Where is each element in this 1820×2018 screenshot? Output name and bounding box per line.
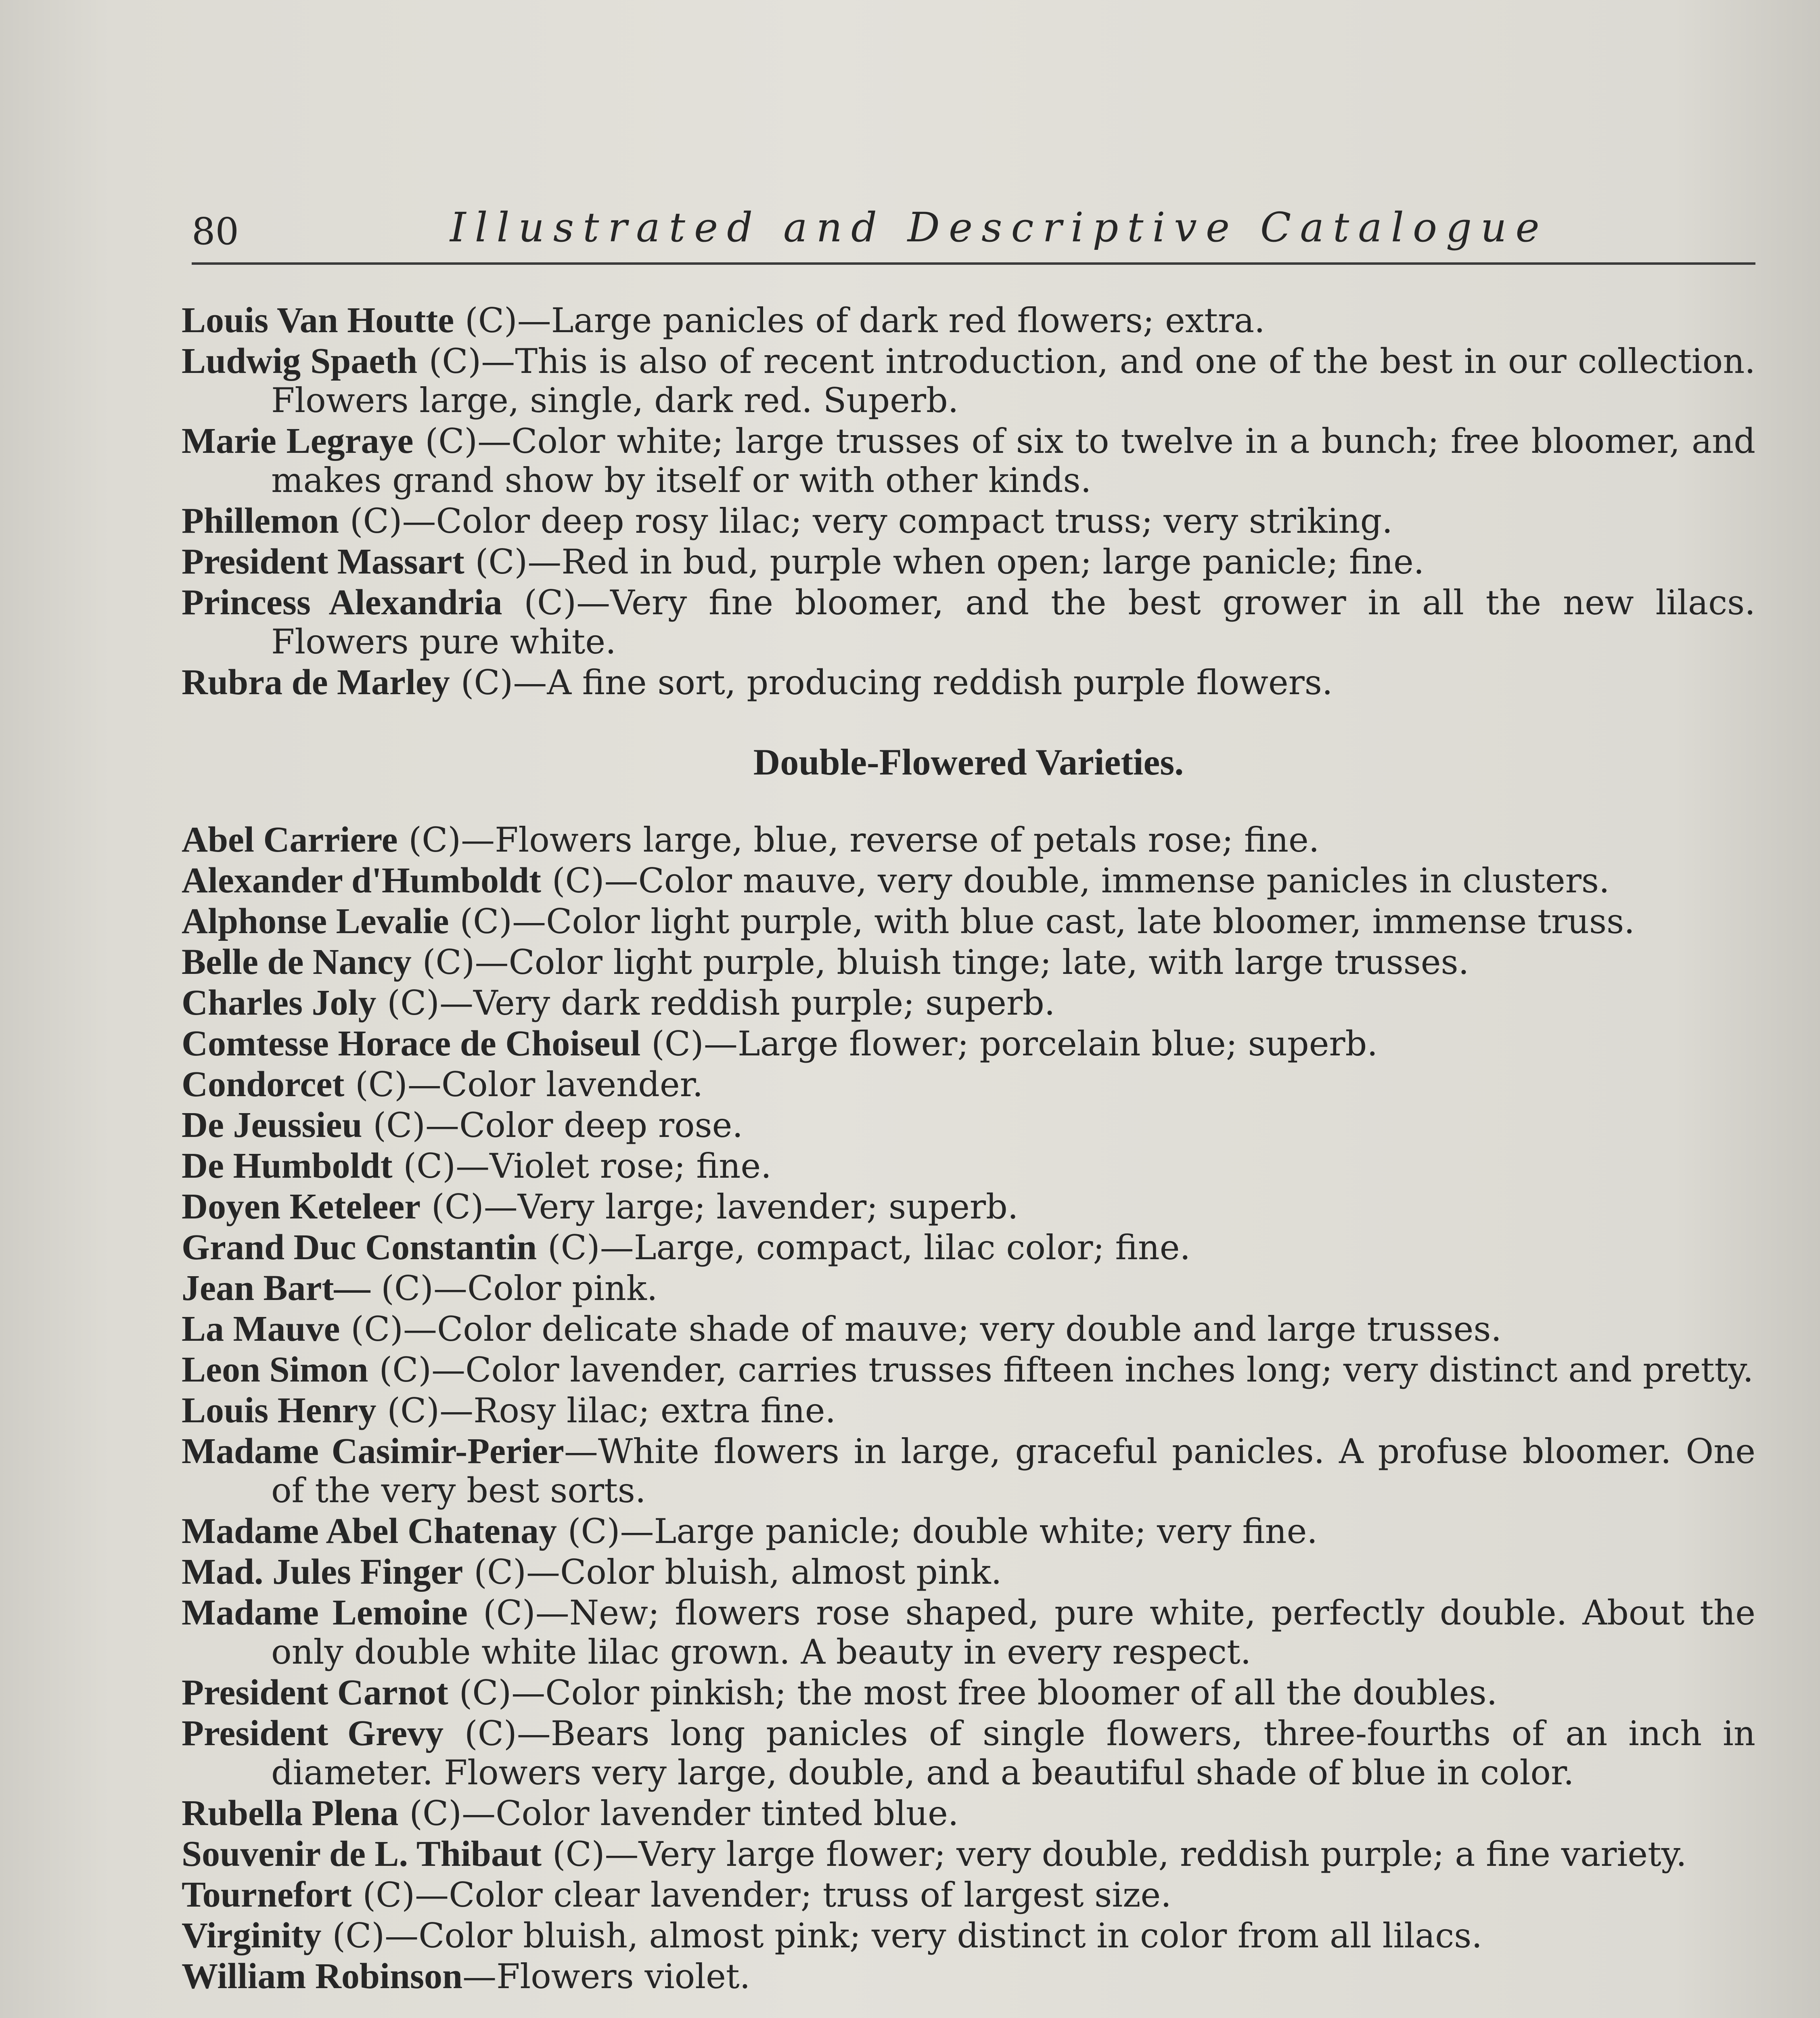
variety-entry <box>182 341 1755 420</box>
variety-description: (C)—Color lavender tinted blue. <box>398 1794 959 1833</box>
variety-description: (C)—Very large; lavender; superb. <box>420 1187 1019 1227</box>
variety-name: Jean Bart— <box>182 1268 370 1308</box>
variety-entry <box>182 1714 1755 1792</box>
variety-description: (C)—A fine sort, producing reddish purple flowers. <box>450 663 1333 702</box>
variety-description: (C)—Very dark reddish purple; superb. <box>376 983 1055 1023</box>
variety-name: Madame Abel Chatenay <box>182 1511 557 1551</box>
variety-entry <box>182 1105 1755 1145</box>
variety-name: Alphonse Levalie <box>182 901 449 941</box>
variety-name: Doyen Keteleer <box>182 1187 421 1227</box>
variety-name: President Massart <box>182 542 464 582</box>
variety-name: President Grevy <box>182 1713 444 1753</box>
variety-description: (C)—Flowers large, blue, reverse of petals rose; fine. <box>397 820 1320 860</box>
variety-entry <box>182 663 1755 702</box>
variety-description: —White flowers in large, graceful panicles. A profuse bloomer. One of the very best sorts. <box>271 1432 1755 1510</box>
variety-name: Rubella Plena <box>182 1793 399 1833</box>
variety-name: De Humboldt <box>182 1146 393 1186</box>
variety-entry <box>182 1269 1755 1308</box>
variety-entry <box>182 1794 1755 1833</box>
variety-entry <box>182 1065 1755 1104</box>
variety-name: Madame Lemoine <box>182 1593 468 1633</box>
variety-entry <box>182 983 1755 1023</box>
variety-name: Alexander d'Humboldt <box>182 860 541 900</box>
variety-description: (C)—Large panicle; double white; very fine. <box>556 1511 1318 1551</box>
variety-description: (C)—Very fine bloomer, and the best grower in all the new lilacs. Flowers pure white. <box>271 583 1755 662</box>
variety-description: (C)—Very large flower; very double, reddish purple; a fine variety. <box>542 1834 1687 1874</box>
variety-description: (C)—Large panicles of dark red flowers; extra. <box>454 301 1265 340</box>
variety-entry <box>182 301 1755 340</box>
variety-name: Leon Simon <box>182 1350 368 1390</box>
double-flowered-heading: Double-Flowered Varieties. <box>753 741 1184 783</box>
variety-entry <box>182 1187 1755 1227</box>
variety-entry <box>182 1350 1755 1390</box>
variety-entry <box>182 1309 1755 1349</box>
variety-entry <box>182 1391 1755 1430</box>
variety-name: La Mauve <box>182 1309 340 1349</box>
variety-description: (C)—Color deep rosy lilac; very compact truss; very striking. <box>339 501 1393 541</box>
variety-description: (C)—Color white; large trusses of six to twelve in a bunch; free bloomer, and makes grand show by itself or with other kinds. <box>271 421 1755 500</box>
variety-entry <box>182 1432 1755 1510</box>
variety-entry <box>182 1875 1755 1915</box>
variety-name: Abel Carriere <box>182 820 398 860</box>
variety-name: Phillemon <box>182 501 339 541</box>
variety-description: (C)—Color deep rose. <box>362 1105 743 1145</box>
variety-name: Belle de Nancy <box>182 942 412 982</box>
variety-name: Ludwig Spaeth <box>182 341 418 381</box>
variety-name: Virginity <box>182 1915 322 1955</box>
double-variety-list <box>182 820 1755 1996</box>
variety-description: (C)—New; flowers rose shaped, pure white, perfectly double. About the only double white lilac grown. A beauty in every respect. <box>271 1593 1755 1672</box>
variety-description: (C)—Color bluish, almost pink; very distinct in color from all lilacs. <box>321 1916 1483 1955</box>
variety-description: (C)—Violet rose; fine. <box>392 1146 772 1186</box>
variety-name: Marie Legraye <box>182 421 414 461</box>
variety-description: (C)—This is also of recent introduction, and one of the best in our collection. Flowers large, single, dark red. Superb. <box>271 341 1756 420</box>
variety-name: Louis Van Houtte <box>182 300 454 340</box>
variety-name: Louis Henry <box>182 1390 377 1430</box>
variety-description: (C)—Color clear lavender; truss of largest size. <box>351 1875 1171 1915</box>
variety-name: Souvenir de L. Thibaut <box>182 1834 542 1874</box>
variety-description: (C)—Color delicate shade of mauve; very double and large trusses. <box>340 1309 1502 1349</box>
running-title: Illustrated and Descriptive Catalogue <box>450 204 1548 251</box>
single-variety-list <box>182 301 1755 702</box>
variety-description: (C)—Rosy lilac; extra fine. <box>376 1391 836 1430</box>
page-number: 80 <box>192 210 239 253</box>
variety-entry <box>182 1146 1755 1186</box>
variety-name: President Carnot <box>182 1673 448 1712</box>
variety-description: (C)—Color bluish, almost pink. <box>463 1552 1002 1592</box>
variety-entry <box>182 1916 1755 1955</box>
variety-description: (C)—Large, compact, lilac color; fine. <box>537 1228 1191 1267</box>
variety-entry <box>182 501 1755 541</box>
variety-entry <box>182 1228 1755 1267</box>
variety-description: —Flowers violet. <box>462 1957 751 1996</box>
catalogue-content <box>182 301 1755 2018</box>
page-header <box>192 202 1755 265</box>
variety-name: De Jeussieu <box>182 1105 362 1145</box>
variety-entry <box>182 1593 1755 1672</box>
variety-description: (C)—Color lavender. <box>344 1065 703 1104</box>
variety-entry <box>182 1552 1755 1592</box>
variety-description: (C)—Color pink. <box>370 1269 658 1308</box>
variety-name: Madame Casimir-Perier <box>182 1431 564 1471</box>
variety-name: Comtesse Horace de Choiseul <box>182 1024 641 1063</box>
variety-entry <box>182 1834 1755 1874</box>
variety-description: (C)—Color lavender, carries trusses fifteen inches long; very distinct and pretty. <box>368 1350 1754 1390</box>
variety-entry <box>182 1957 1755 1996</box>
variety-name: Rubra de Marley <box>182 662 450 702</box>
variety-entry <box>182 942 1755 982</box>
variety-entry <box>182 542 1755 582</box>
variety-name: Charles Joly <box>182 983 377 1023</box>
variety-name: Mad. Jules Finger <box>182 1552 463 1592</box>
variety-name: Grand Duc Constantin <box>182 1227 537 1267</box>
variety-entry <box>182 583 1755 662</box>
variety-description: (C)—Color light purple, with blue cast, late bloomer, immense truss. <box>449 902 1635 941</box>
variety-entry <box>182 1673 1755 1712</box>
variety-description: (C)—Color mauve, very double, immense panicles in clusters. <box>541 861 1610 900</box>
variety-name: Princess Alexandria <box>182 582 502 622</box>
variety-entry <box>182 1511 1755 1551</box>
variety-name: Tournefort <box>182 1875 352 1915</box>
variety-description: (C)—Red in bud, purple when open; large panicle; fine. <box>464 542 1425 582</box>
variety-entry <box>182 1024 1755 1063</box>
variety-entry <box>182 820 1755 860</box>
variety-entry <box>182 902 1755 941</box>
variety-description: (C)—Bears long panicles of single flowers, three-fourths of an inch in diameter. Flowers very large, double, and a beautiful shade of blue in color. <box>271 1714 1755 1792</box>
variety-description: (C)—Color light purple, bluish tinge; late, with large trusses. <box>411 942 1469 982</box>
variety-name: Condorcet <box>182 1064 345 1104</box>
variety-entry <box>182 861 1755 900</box>
variety-name: William Robinson <box>182 1956 463 1996</box>
variety-description: (C)—Large flower; porcelain blue; superb. <box>640 1024 1378 1063</box>
variety-description: (C)—Color pinkish; the most free bloomer of all the doubles. <box>448 1673 1498 1712</box>
variety-entry <box>182 421 1755 500</box>
